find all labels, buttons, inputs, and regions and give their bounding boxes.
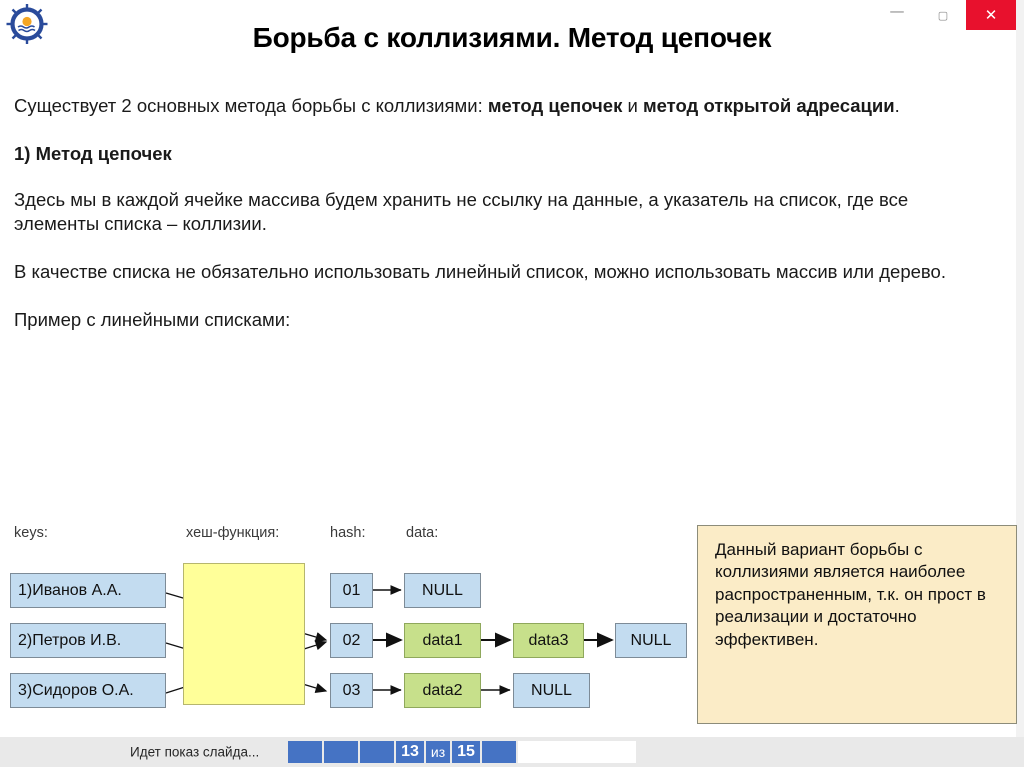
- key-box-1[interactable]: 1)Иванов А.А.: [10, 573, 166, 608]
- slide-body: [14, 94, 984, 356]
- slide-progress-bar[interactable]: [288, 741, 636, 763]
- window-controls: [874, 0, 1016, 30]
- hash-function-box: [183, 563, 305, 705]
- university-logo: [4, 2, 50, 46]
- close-icon: ✕: [984, 5, 998, 24]
- column-header-hashfn: хеш-функция:: [186, 525, 280, 541]
- hash-cell-02[interactable]: 02: [330, 623, 373, 658]
- column-header-hash: hash:: [330, 525, 366, 541]
- minimize-button[interactable]: [874, 0, 920, 30]
- status-text: Идет показ слайда...: [130, 744, 260, 760]
- paragraph-intro: [14, 94, 984, 118]
- maximize-button[interactable]: [920, 0, 966, 30]
- progress-segment-2: [324, 741, 358, 763]
- hash-cell-03[interactable]: 03: [330, 673, 373, 708]
- chain-node-data3[interactable]: data3: [513, 623, 584, 658]
- paragraph-chaining-desc: Здесь мы в каждой ячейке массива будем хранить не ссылку на данные, а указатель на список, где все элементы списка – коллизии.: [14, 189, 909, 235]
- paragraph-example-label: Пример с линейными списками:: [14, 309, 291, 331]
- intro-part-2: и: [622, 95, 643, 116]
- current-page-indicator: 13: [396, 741, 424, 763]
- close-button[interactable]: [966, 0, 1016, 30]
- callout-note: Данный вариант борьбы с коллизиями является наиболее распространенным, т.к. он прост в реализации и достаточно эффективен.: [697, 525, 1017, 724]
- key-box-3[interactable]: 3)Сидоров О.А.: [10, 673, 166, 708]
- paragraph-section-heading: 1) Метод цепочек: [14, 143, 172, 165]
- progress-remaining: [518, 741, 636, 763]
- column-header-keys: keys:: [14, 525, 48, 541]
- chaining-diagram: [0, 525, 700, 725]
- page-of-label: из: [426, 741, 450, 763]
- total-pages-indicator: 15: [452, 741, 480, 763]
- chain-node-data1[interactable]: data1: [404, 623, 481, 658]
- paragraph-list-kinds: В качестве списка не обязательно использовать линейный список, можно использовать массив или дерево.: [14, 261, 946, 283]
- right-edge-strip: [1016, 0, 1024, 767]
- intro-part-1: Существует 2 основных метода борьбы с коллизиями:: [14, 95, 488, 116]
- column-header-data: data:: [406, 525, 439, 541]
- slide-title: Борьба с коллизиями. Метод цепочек: [252, 22, 772, 53]
- chain-node-null-row3[interactable]: NULL: [513, 673, 590, 708]
- progress-segment-4: [482, 741, 516, 763]
- progress-segment-3: [360, 741, 394, 763]
- key-box-2[interactable]: 2)Петров И.В.: [10, 623, 166, 658]
- intro-term-chaining: метод цепочек: [487, 95, 623, 116]
- intro-term-open-addressing: метод открытой адресации: [642, 95, 895, 116]
- progress-segment-1: [288, 741, 322, 763]
- intro-part-3: .: [894, 95, 900, 116]
- hash-cell-01[interactable]: 01: [330, 573, 373, 608]
- maximize-icon: ▢: [937, 8, 949, 22]
- minimize-icon: —: [889, 1, 905, 20]
- chain-node-data2[interactable]: data2: [404, 673, 481, 708]
- chain-node-null-row2[interactable]: NULL: [615, 623, 687, 658]
- chain-node-null-row1[interactable]: NULL: [404, 573, 481, 608]
